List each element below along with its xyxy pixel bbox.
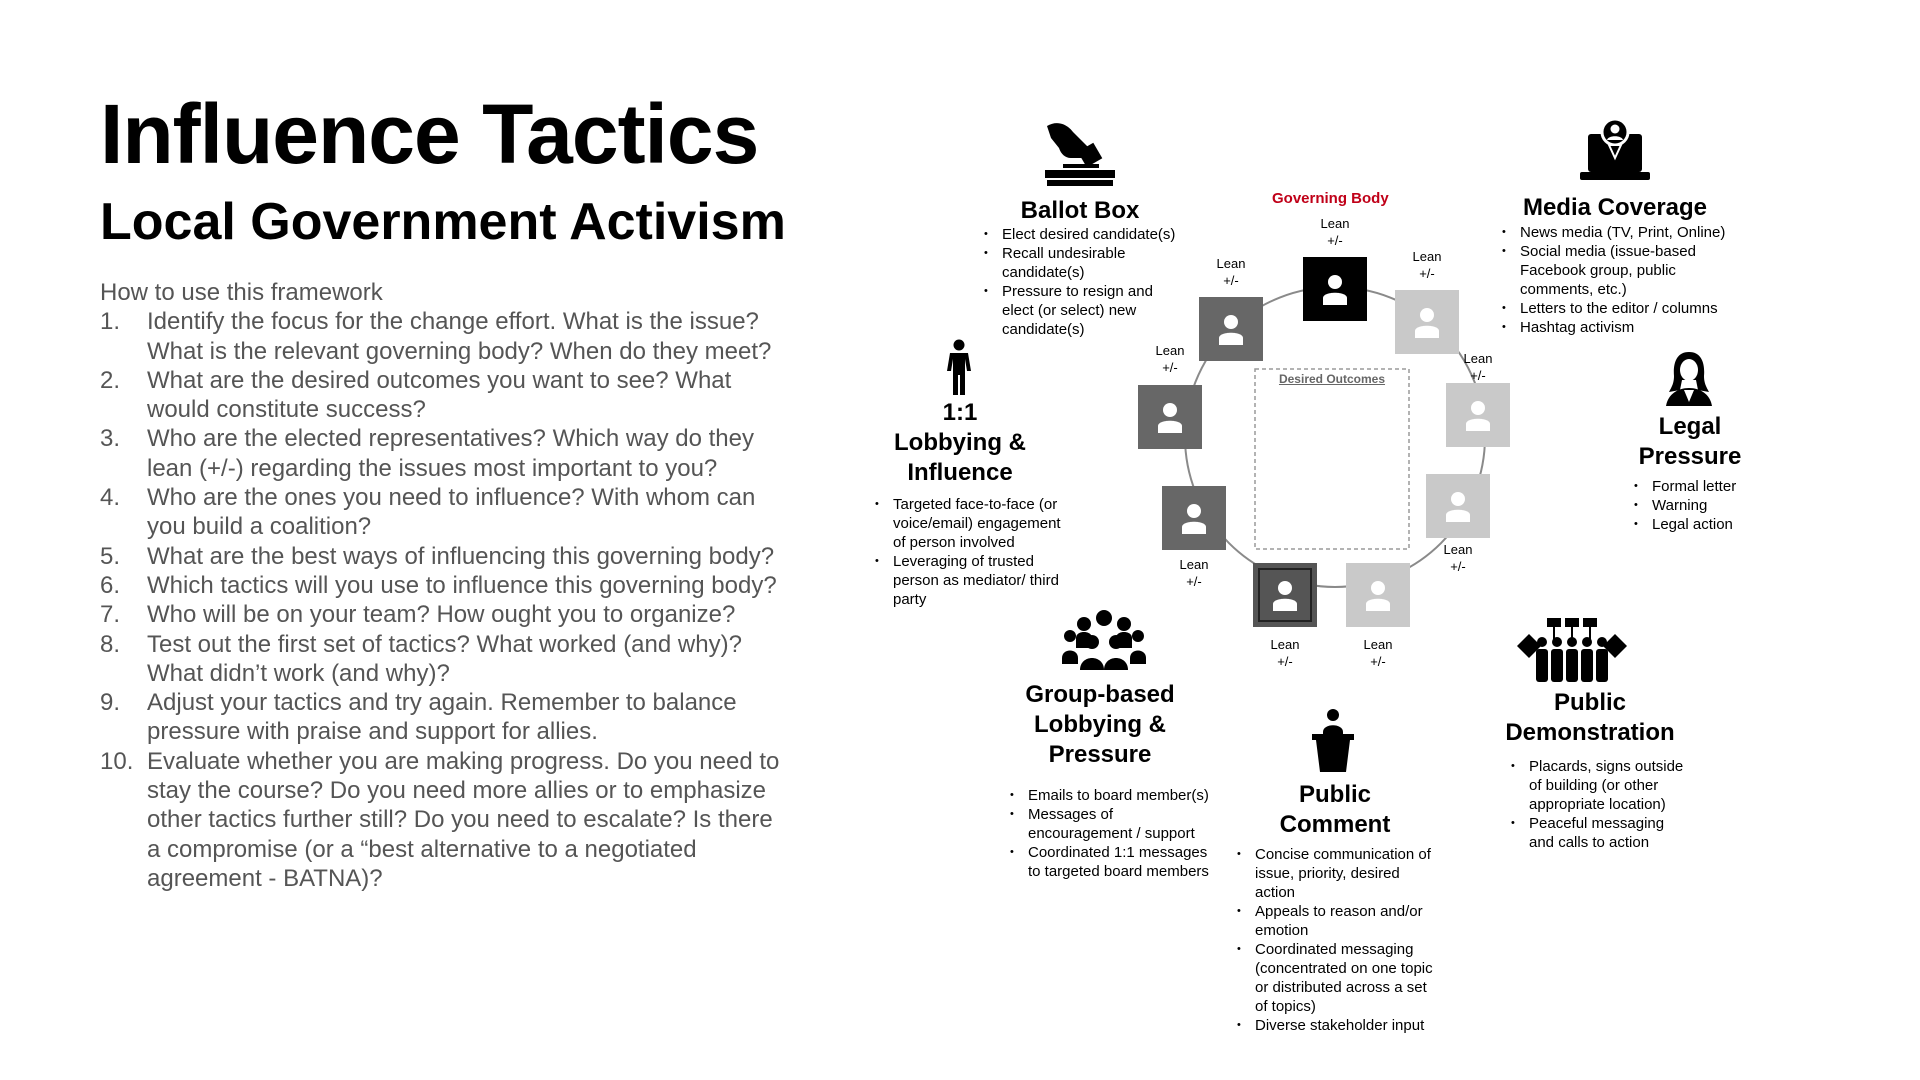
governing-body-label: Governing Body: [1272, 190, 1389, 207]
lean-label-word: Lean: [1270, 637, 1300, 652]
page-subtitle: Local Government Activism: [100, 193, 786, 251]
lean-label: [1397, 248, 1457, 282]
lean-label-sign: +/-: [1450, 559, 1466, 574]
lobbying-title-line: Lobbying &: [894, 429, 1026, 456]
list-item: • Elect desired candidate(s): [982, 225, 1182, 244]
list-item: • Messages of encouragement / support: [1008, 805, 1218, 843]
desired-outcomes-label: Desired Outcomes: [1278, 372, 1386, 386]
lean-label-word: Lean: [1443, 542, 1473, 557]
lean-label-sign: +/-: [1327, 233, 1343, 248]
lean-label-word: Lean: [1363, 637, 1393, 652]
podium-icon: [1310, 708, 1356, 774]
board-member-5: [1346, 563, 1410, 627]
board-member-8: [1138, 385, 1202, 449]
group-title-line: Pressure: [1048, 741, 1152, 768]
ballot-box-list: [982, 225, 1182, 339]
lean-label: [1448, 350, 1508, 384]
list-item: • Warning: [1632, 496, 1792, 515]
howto-step-text: Who will be on your team? How ought you to organize?: [147, 601, 736, 629]
howto-step-text: What are the desired outcomes you want to see? What would constitute success?: [147, 366, 732, 424]
lean-label-word: Lean: [1155, 343, 1185, 358]
lean-label: [1305, 215, 1365, 249]
group-title-line: Group-based: [1025, 681, 1175, 708]
list-item: • Formal letter: [1632, 477, 1792, 496]
list-item: • Diverse stakeholder input: [1235, 1016, 1440, 1035]
howto-step-text: Identify the focus for the change effort. What is the issue? What is the relevant governing body? When do they meet?: [147, 308, 772, 365]
howto-step: 7. Who will be on your team? How ought you to organize?: [100, 601, 736, 629]
list-item: • Coordinated messaging (concentrated on one topic or distributed across a set of topics): [1235, 940, 1440, 1016]
list-item: • Recall undesirable candidate(s): [982, 244, 1182, 282]
media-coverage-list: [1500, 223, 1730, 337]
lean-label-word: Lean: [1216, 256, 1246, 271]
howto-step: 4. Who are the ones you need to influence? With whom can you build a coalition?: [100, 484, 756, 541]
list-item: • Concise communication of issue, priority, desired action: [1235, 845, 1440, 902]
lean-label-word: Lean: [1463, 351, 1493, 366]
public-demonstration-list: [1509, 757, 1689, 852]
ballot-box-title: Ballot Box: [1020, 197, 1140, 224]
protest-icon: [1517, 618, 1627, 684]
lean-label-word: Lean: [1320, 216, 1350, 231]
lobbying-title-line: 1:1: [942, 399, 978, 426]
legal-title-line: Legal: [1658, 413, 1722, 440]
list-item: • Legal action: [1632, 515, 1792, 534]
howto-step: 10. Evaluate whether you are making progress. Do you need to stay the course? Do you need more allies or to emphasize other tactics further still? Do you need to escalate? Is there a compromise (or a “best alternative to a negotiated agreement - BATNA)?: [100, 747, 780, 892]
board-member-7: [1162, 486, 1226, 550]
howto-step: 1. Identify the focus for the change effort. What is the issue? What is the relevant governing body? When do they meet?: [100, 308, 772, 365]
legal-pressure-list: [1632, 477, 1792, 534]
desired-outcomes-box: [1255, 369, 1409, 549]
group-lobbying-title: [1000, 680, 1200, 770]
howto-step-text: Test out the first set of tactics? What worked (and why)? What didn’t work (and why)?: [147, 630, 742, 687]
list-item: • Emails to board member(s): [1008, 786, 1218, 805]
board-member-1: [1303, 257, 1367, 321]
group-icon: [1062, 608, 1146, 674]
comment-title-line: Comment: [1279, 811, 1391, 838]
lean-label: [1348, 636, 1408, 670]
lean-label-word: Lean: [1412, 249, 1442, 264]
lean-label-sign: +/-: [1470, 368, 1486, 383]
howto-step-text: What are the best ways of influencing this governing body?: [147, 542, 775, 570]
board-member-4: [1426, 474, 1490, 538]
board-member-6: [1253, 563, 1317, 627]
board-member-9: [1199, 297, 1263, 361]
list-item: • Coordinated 1:1 messages to targeted board members: [1008, 843, 1218, 881]
howto-step-text: Adjust your tactics and try again. Remember to balance pressure with praise and support for allies.: [147, 689, 737, 746]
page-title: Influence Tactics: [100, 87, 759, 181]
list-item: • Social media (issue-based Facebook group, public comments, etc.): [1500, 242, 1730, 299]
list-item: • Targeted face-to-face (or voice/email) engagement of person involved: [873, 495, 1063, 552]
list-item: • Placards, signs outside of building (or other appropriate location): [1509, 757, 1689, 814]
list-item: • Leveraging of trusted person as mediator/ third party: [873, 552, 1063, 609]
howto-step: 2. What are the desired outcomes you want to see? What would constitute success?: [100, 366, 732, 424]
list-item: • Pressure to resign and elect (or select) new candidate(s): [982, 282, 1182, 339]
demo-title-line: Public: [1553, 689, 1626, 716]
lean-label-sign: +/-: [1277, 654, 1293, 669]
board-member-2: [1395, 290, 1459, 354]
howto-step-text: Which tactics will you use to influence this governing body?: [147, 571, 777, 599]
lean-label-sign: +/-: [1419, 266, 1435, 281]
lean-label-sign: +/-: [1186, 574, 1202, 589]
lawyer-icon: [1664, 350, 1714, 406]
ballot-box-icon: [1043, 118, 1117, 190]
lean-label: [1164, 556, 1224, 590]
howto-step: 3. Who are the elected representatives? Which way do they lean (+/-) regarding the issues most important to you?: [100, 425, 754, 482]
legal-pressure-title: [1600, 412, 1780, 472]
media-coverage-title: Media Coverage: [1522, 194, 1708, 221]
list-item: • Letters to the editor / columns: [1500, 299, 1730, 318]
group-title-line: Lobbying &: [1034, 711, 1166, 738]
howto-heading: How to use this framework: [100, 279, 383, 306]
howto-step: 5. What are the best ways of influencing this governing body?: [100, 542, 775, 570]
lean-label: [1428, 541, 1488, 575]
lobbying-title: [870, 398, 1050, 488]
standing-person-icon: [944, 339, 974, 397]
public-comment-title: [1235, 780, 1435, 840]
lean-label: [1140, 342, 1200, 376]
howto-step: 8. Test out the first set of tactics? What worked (and why)? What didn’t work (and why)?: [100, 630, 742, 687]
group-lobbying-list: [1008, 786, 1218, 881]
howto-step-text: Evaluate whether you are making progress. Do you need to stay the course? Do you need more allies or to emphasize other tactics further still? Do you need to escalate? Is there a compromise (or a “best alternative to a negotiated agreement - BATNA)?: [147, 747, 780, 892]
lean-label-word: Lean: [1179, 557, 1209, 572]
howto-step-text: Who are the ones you need to influence? With whom can you build a coalition?: [147, 484, 756, 541]
list-item: • News media (TV, Print, Online): [1500, 223, 1730, 242]
lean-label-sign: +/-: [1162, 360, 1178, 375]
lean-label-sign: +/-: [1223, 273, 1239, 288]
howto-step-text: Who are the elected representatives? Which way do they lean (+/-) regarding the issues most important to you?: [147, 425, 754, 482]
legal-title-line: Pressure: [1638, 443, 1742, 470]
demo-title-line: Demonstration: [1505, 719, 1675, 746]
lobbying-list: [873, 495, 1063, 609]
public-comment-list: [1235, 845, 1440, 1035]
public-demonstration-title: [1480, 688, 1700, 748]
lean-label: [1201, 255, 1261, 289]
howto-step: 9. Adjust your tactics and try again. Remember to balance pressure with praise and support for allies.: [100, 689, 737, 746]
comment-title-line: Public: [1298, 781, 1371, 808]
lean-label-sign: +/-: [1370, 654, 1386, 669]
list-item: • Appeals to reason and/or emotion: [1235, 902, 1440, 940]
list-item: • Hashtag activism: [1500, 318, 1730, 337]
lean-label: [1255, 636, 1315, 670]
board-member-3: [1446, 383, 1510, 447]
howto-step: 6. Which tactics will you use to influence this governing body?: [100, 571, 777, 599]
laptop-person-icon: [1578, 118, 1652, 186]
lobbying-title-line: Influence: [907, 459, 1013, 486]
list-item: • Peaceful messaging and calls to action: [1509, 814, 1689, 852]
